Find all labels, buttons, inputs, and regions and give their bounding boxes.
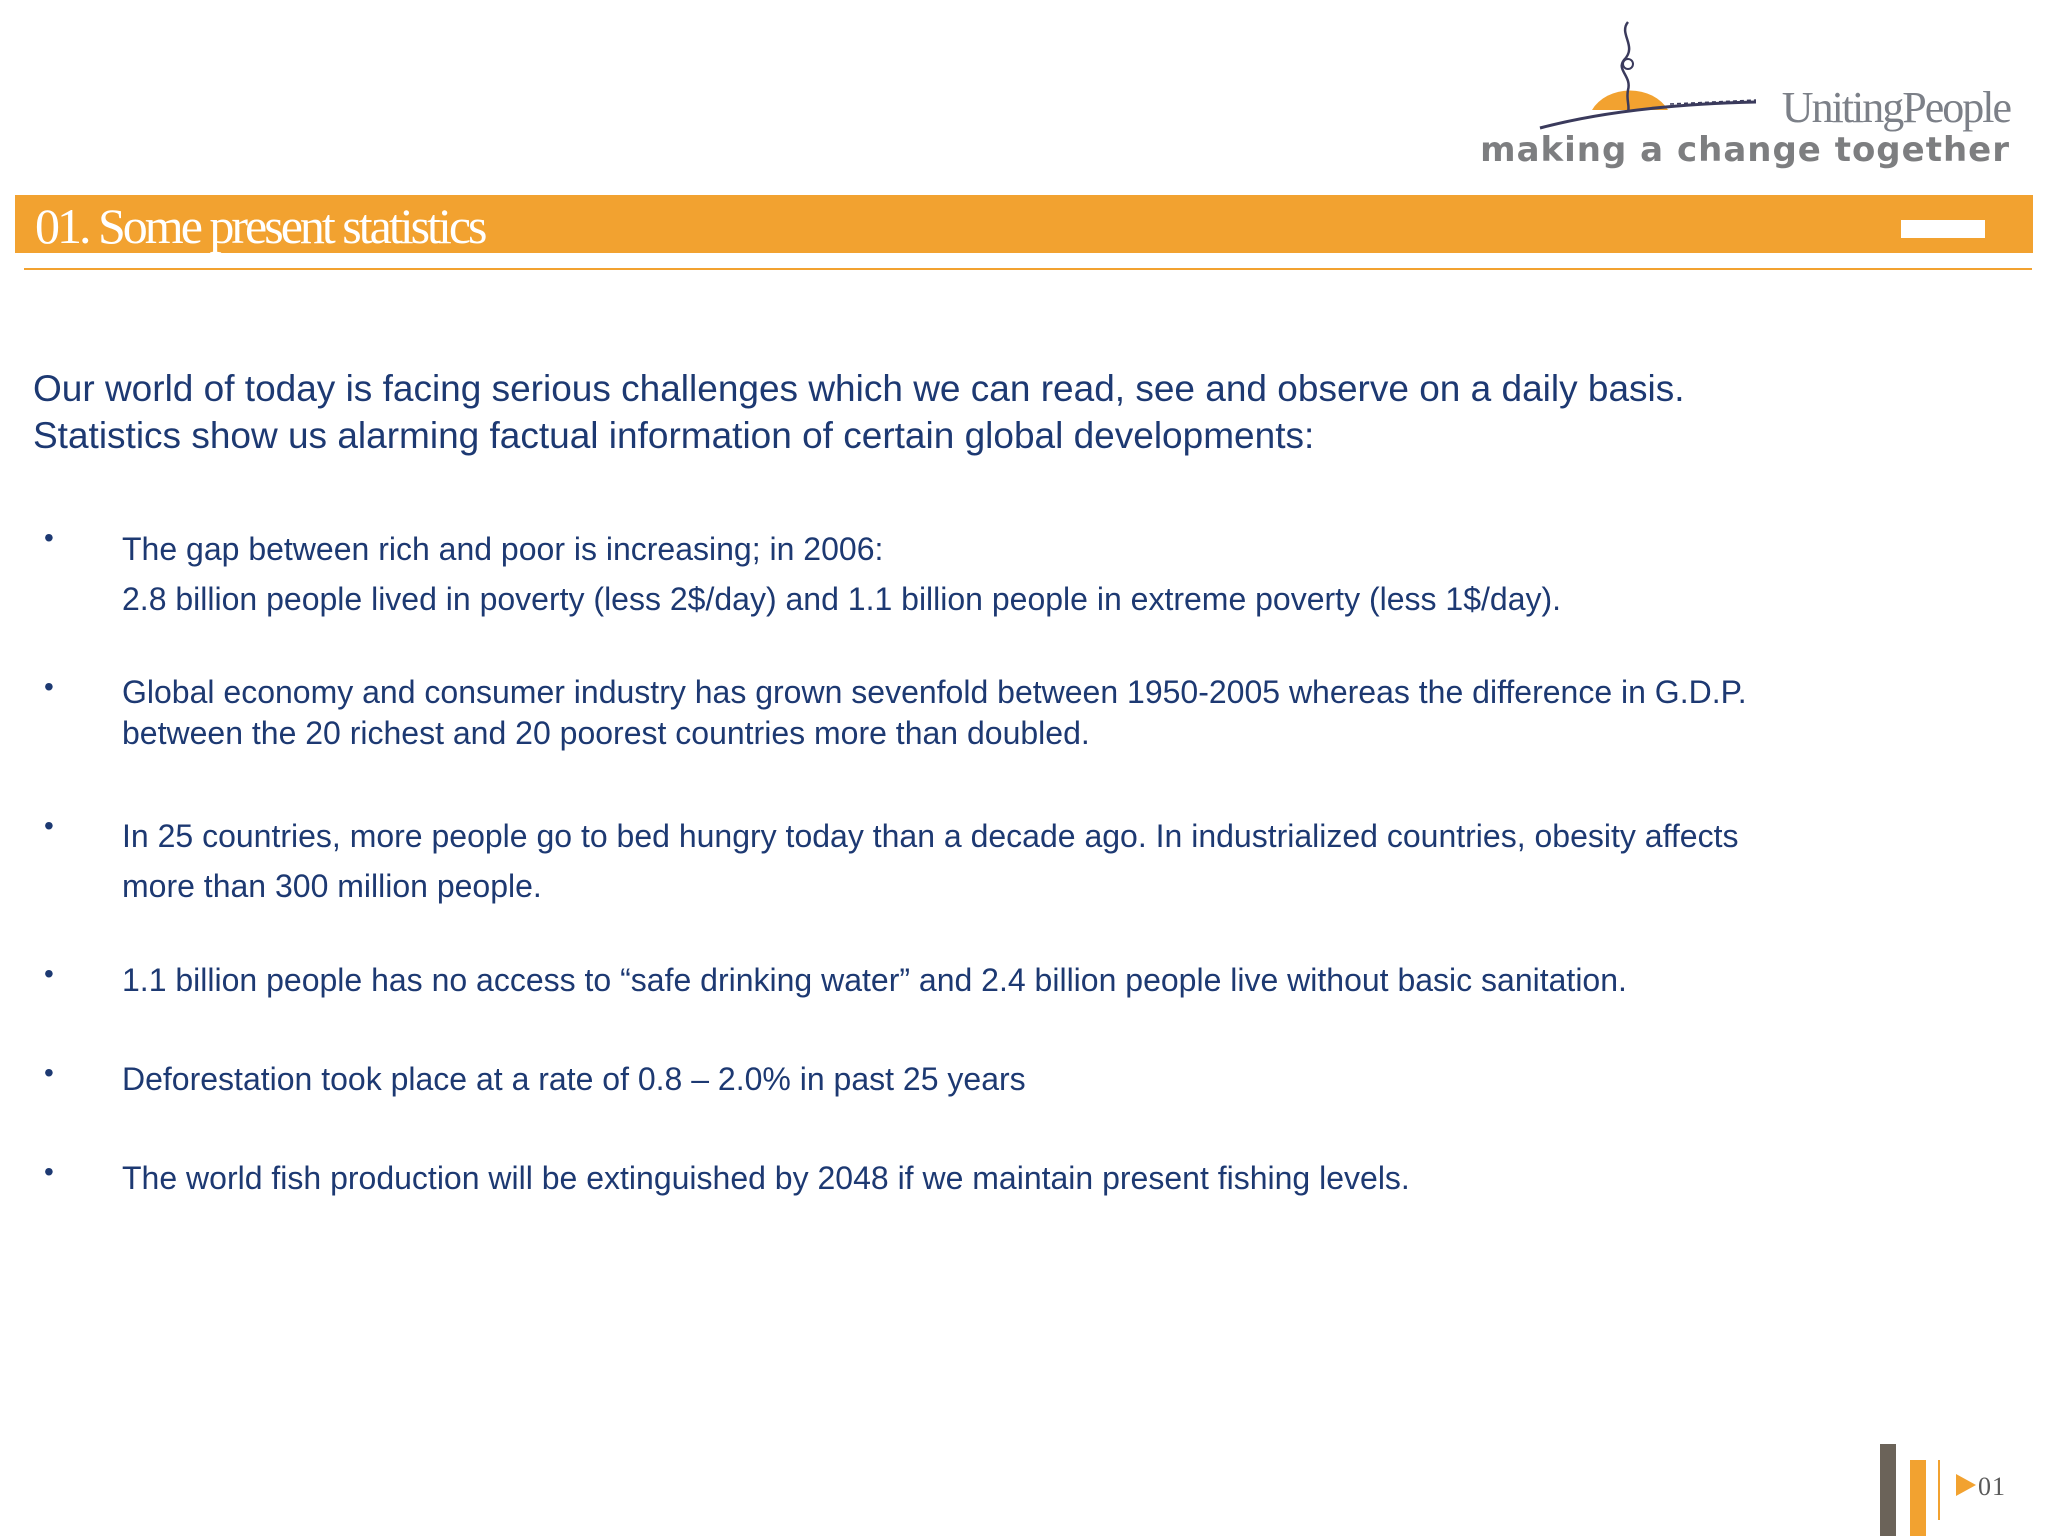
section-title-bar (15, 195, 2033, 253)
list-item (122, 1158, 1922, 1198)
bullet-icon: • (44, 1156, 54, 1187)
footer-bar (1910, 1460, 1926, 1536)
list-item-line: more than 300 million people. (122, 868, 542, 904)
page-marker (1880, 1444, 2020, 1536)
page-number: 01 (1978, 1472, 2006, 1501)
list-item-line: In 25 countries, more people go to bed hungry today than a decade ago. In industrialized countries, obesity affects (122, 818, 1739, 854)
title-divider (24, 268, 2032, 270)
section-title: 01. Some present statistics (35, 198, 485, 254)
footer-bar (1880, 1444, 1896, 1536)
list-item-line: between the 20 richest and 20 poorest countries more than doubled. (122, 715, 1090, 751)
list-item (122, 1059, 1922, 1099)
brand-tagline: making a change together (1480, 130, 2010, 170)
list-item-line: 2.8 billion people lived in poverty (less 2$/day) and 1.1 billion people in extreme poverty (less 1$/day). (122, 581, 1562, 617)
brand-name: UnitingPeople (1781, 83, 2010, 132)
list-item-line: The gap between rich and poor is increasing; in 2006: (122, 531, 884, 567)
intro-line: Our world of today is facing serious challenges which we can read, see and observe on a daily basis. (33, 368, 1685, 409)
list-item-line: Global economy and consumer industry has grown sevenfold between 1950-2005 whereas the difference in G.D.P. (122, 674, 1747, 710)
list-item-line: The world fish production will be extinguished by 2048 if we maintain present fishing levels. (122, 1160, 1410, 1196)
list-item (122, 960, 1922, 1000)
list-item (122, 811, 1922, 911)
intro-line: Statistics show us alarming factual information of certain global developments: (33, 415, 1315, 456)
bullet-icon: • (44, 810, 54, 841)
play-arrow-icon (1956, 1474, 1976, 1496)
sun-figure-icon (1520, 20, 1780, 140)
list-item-line: Deforestation took place at a rate of 0.8 – 2.0% in past 25 years (122, 1061, 1026, 1097)
list-item (122, 524, 1922, 624)
bullet-icon: • (44, 1057, 54, 1088)
intro-paragraph (33, 365, 1933, 459)
title-bar-tab (1901, 220, 1985, 238)
list-item-line: 1.1 billion people has no access to “safe drinking water” and 2.4 billion people live without basic sanitation. (122, 962, 1627, 998)
footer-bar (1938, 1460, 1940, 1520)
brand-logo (1480, 20, 2020, 180)
list-item (122, 672, 1922, 754)
bullet-icon: • (44, 522, 54, 553)
bullet-icon: • (44, 958, 54, 989)
bullet-icon: • (44, 671, 54, 702)
